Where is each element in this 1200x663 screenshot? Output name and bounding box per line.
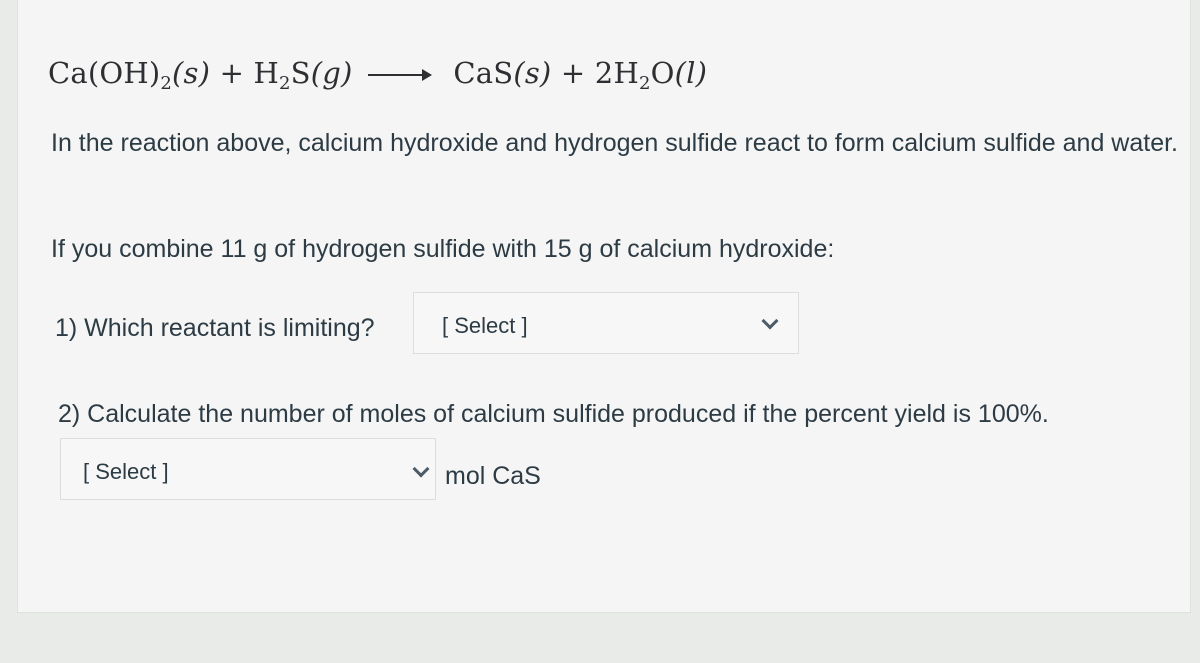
product-water: $2H_2O(l)$ <box>594 56 708 94</box>
moles-cas-select[interactable] <box>60 438 436 500</box>
limiting-reactant-select[interactable] <box>413 292 799 354</box>
setup-text: If you combine 11 g of hydrogen sulfide with 15 g of calcium hydroxide: <box>51 235 835 263</box>
chevron-down-icon <box>413 461 430 478</box>
chevron-down-icon <box>762 313 779 330</box>
reactant-calcium-hydroxide: $Ca(OH)_2(s)$ <box>48 56 211 94</box>
question-2-label: 2) Calculate the number of moles of calcium sulfide produced if the percent yield is 100%. <box>58 400 1049 428</box>
reactant-hydrogen-sulfide: $H_2S(g)$ <box>253 56 353 94</box>
question-card <box>18 0 1190 612</box>
chemical-equation: $Ca(OH)_2(s) + H_2S(g) CaS(s) + 2H_2O(l)$ <box>48 56 708 94</box>
product-calcium-sulfide: CaS(s) <box>453 56 552 90</box>
select-value: [ Select ] <box>83 459 169 484</box>
question-1-label: 1) Which reactant is limiting? <box>55 314 375 342</box>
select-value: [ Select ] <box>442 313 528 338</box>
reaction-arrow-icon <box>368 74 430 76</box>
intro-text: In the reaction above, calcium hydroxide and hydrogen sulfide react to form calcium sulfide and water. <box>51 129 1179 157</box>
unit-label: mol CaS <box>445 462 541 490</box>
